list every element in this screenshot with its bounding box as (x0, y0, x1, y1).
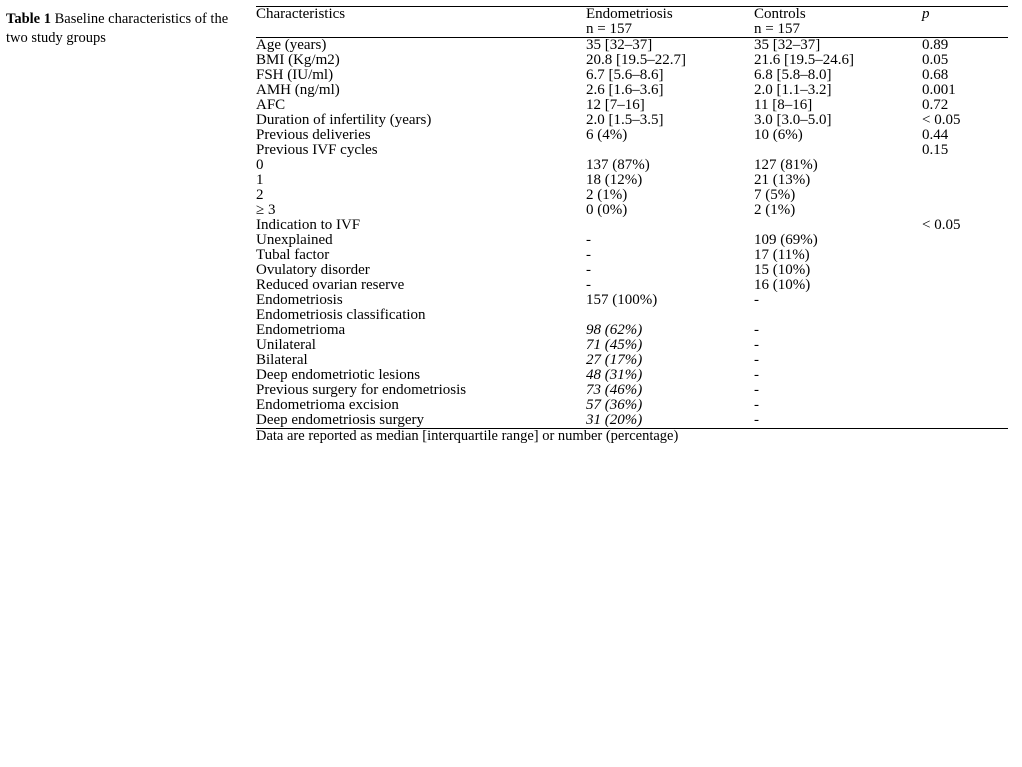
table-row (256, 203, 1008, 218)
row-value-endometriosis: - (586, 277, 591, 293)
row-value-endometriosis (586, 308, 754, 323)
row-value-p: 0.001 (922, 82, 956, 98)
row-value-controls: 35 [32–37] (754, 38, 922, 54)
row-value-p (922, 233, 1008, 248)
table (256, 6, 1008, 444)
row-value-controls: - (754, 367, 759, 383)
table-row (256, 113, 1008, 128)
table-row (256, 338, 1008, 353)
table-row (256, 188, 1008, 203)
row-label: Duration of infertility (years) (256, 112, 432, 128)
row-value-p (922, 203, 1008, 218)
row-value-controls: 16 (10%) (754, 277, 811, 293)
table-row (256, 263, 1008, 278)
row-value-controls: - (754, 322, 759, 338)
table-row (256, 383, 1008, 398)
row-value-controls: 10 (6%) (754, 127, 803, 143)
table-row (256, 218, 1008, 233)
row-value-controls: 11 [8–16] (754, 97, 813, 113)
row-value-controls: 17 (11%) (754, 247, 810, 263)
row-value-p (922, 383, 1008, 398)
table-footnote: Data are reported as median [interquartile range] or number (percentage) (256, 429, 1008, 444)
row-label: AFC (256, 97, 286, 113)
row-value-endometriosis: 2.0 [1.5–3.5] (586, 112, 664, 128)
row-value-endometriosis: - (586, 247, 591, 263)
row-value-controls: 109 (69%) (754, 232, 818, 248)
row-value-endometriosis: 137 (87%) (586, 157, 650, 173)
row-label: Deep endometriotic lesions (256, 367, 421, 383)
row-label: Previous IVF cycles (256, 142, 378, 158)
row-label: Reduced ovarian reserve (256, 277, 405, 293)
row-label: 0 (256, 157, 264, 173)
table-row (256, 143, 1008, 158)
row-value-endometriosis: 18 (12%) (586, 172, 643, 188)
row-value-p (922, 278, 1008, 293)
table-row (256, 293, 1008, 308)
header-characteristics: Characteristics (256, 7, 586, 23)
row-value-p (922, 323, 1008, 338)
row-label: Deep endometriosis surgery (256, 412, 425, 428)
row-label: Indication to IVF (256, 217, 361, 233)
row-value-p (922, 353, 1008, 368)
table-row (256, 398, 1008, 413)
row-label: ≥ 3 (256, 202, 276, 218)
row-value-controls: 3.0 [3.0–5.0] (754, 112, 832, 128)
row-value-endometriosis: 12 [7–16] (586, 97, 645, 113)
row-value-controls: 7 (5%) (754, 187, 796, 203)
row-label: Bilateral (256, 352, 308, 368)
row-value-controls: 2 (1%) (754, 202, 796, 218)
row-value-p: < 0.05 (922, 112, 961, 128)
row-value-endometriosis: 57 (36%) (586, 397, 643, 413)
row-label: Previous deliveries (256, 127, 371, 143)
table-row (256, 38, 1008, 54)
row-label: 2 (256, 187, 264, 203)
row-value-endometriosis (586, 218, 754, 233)
row-value-p: 0.15 (922, 142, 949, 158)
row-value-p: 0.05 (922, 52, 949, 68)
table-row (256, 83, 1008, 98)
row-label: AMH (ng/ml) (256, 82, 340, 98)
row-value-endometriosis: - (586, 262, 591, 278)
row-value-p: 0.72 (922, 97, 949, 113)
row-value-controls: - (754, 382, 759, 398)
row-value-p (922, 293, 1008, 308)
row-value-p (922, 173, 1008, 188)
row-value-endometriosis: 157 (100%) (586, 292, 658, 308)
row-value-controls: 6.8 [5.8–8.0] (754, 67, 832, 83)
row-value-controls (754, 143, 922, 158)
row-label: Age (years) (256, 38, 586, 54)
row-value-p (922, 308, 1008, 323)
table-row (256, 68, 1008, 83)
table-row (256, 53, 1008, 68)
row-value-p: 0.89 (922, 38, 1008, 54)
header-blank (256, 22, 586, 38)
row-value-p (922, 248, 1008, 263)
header-group-controls: Controls (754, 7, 922, 23)
row-value-controls (754, 308, 922, 323)
row-value-controls: - (754, 397, 759, 413)
row-label: Previous surgery for endometriosis (256, 382, 467, 398)
row-value-endometriosis: 31 (20%) (586, 412, 643, 428)
row-value-controls: - (754, 412, 759, 428)
table-row (256, 278, 1008, 293)
header-blank-2 (922, 22, 1008, 38)
row-value-controls: - (754, 292, 759, 308)
table-caption-text: Baseline characteristics of the two study groups (6, 11, 229, 46)
row-label: 1 (256, 172, 264, 188)
table-row (256, 413, 1008, 429)
table-caption (6, 10, 238, 48)
row-label: Unilateral (256, 337, 316, 353)
table-caption-label: Table 1 (6, 11, 51, 27)
header-p: p (922, 7, 1008, 23)
row-value-controls: - (754, 337, 759, 353)
row-value-p (922, 368, 1008, 383)
row-value-p (922, 413, 1008, 429)
row-value-endometriosis: 73 (46%) (586, 382, 643, 398)
row-value-endometriosis: 71 (45%) (586, 337, 643, 353)
row-value-p: < 0.05 (922, 217, 961, 233)
row-value-endometriosis: 6 (4%) (586, 127, 628, 143)
table-body (256, 7, 1008, 444)
header-group-controls-n: n = 157 (754, 21, 800, 37)
table-header-row (256, 7, 1008, 23)
table-row (256, 98, 1008, 113)
table-row (256, 248, 1008, 263)
row-value-endometriosis: 35 [32–37] (586, 38, 754, 54)
row-value-p (922, 338, 1008, 353)
row-label: Endometriosis classification (256, 307, 426, 323)
row-value-controls (754, 218, 922, 233)
table-row (256, 353, 1008, 368)
row-value-p (922, 188, 1008, 203)
row-value-controls: 21 (13%) (754, 172, 811, 188)
row-label: BMI (Kg/m2) (256, 52, 340, 68)
row-value-p (922, 263, 1008, 278)
row-value-endometriosis: - (586, 232, 591, 248)
row-value-p (922, 158, 1008, 173)
row-value-endometriosis: 48 (31%) (586, 367, 643, 383)
row-value-controls: - (754, 352, 759, 368)
row-value-controls: 15 (10%) (754, 262, 811, 278)
table-row (256, 128, 1008, 143)
row-value-endometriosis: 2 (1%) (586, 187, 628, 203)
row-value-endometriosis: 20.8 [19.5–22.7] (586, 52, 686, 68)
row-value-controls: 21.6 [19.5–24.6] (754, 52, 854, 68)
baseline-characteristics-table (256, 6, 1008, 444)
header-group-endometriosis-n: n = 157 (586, 21, 632, 37)
row-value-endometriosis: 98 (62%) (586, 322, 643, 338)
row-label: Unexplained (256, 232, 333, 248)
table-header-subrow (256, 22, 1008, 38)
row-label: Ovulatory disorder (256, 262, 370, 278)
table-row (256, 308, 1008, 323)
row-value-endometriosis: 27 (17%) (586, 352, 643, 368)
row-value-controls: 2.0 [1.1–3.2] (754, 82, 832, 98)
row-value-endometriosis: 6.7 [5.6–8.6] (586, 67, 664, 83)
table-row (256, 158, 1008, 173)
row-value-p: 0.68 (922, 67, 949, 83)
row-value-p: 0.44 (922, 127, 949, 143)
row-label: Endometrioma (256, 322, 346, 338)
table-row (256, 323, 1008, 338)
table-footnote-row (256, 429, 1008, 444)
row-label: Endometrioma excision (256, 397, 399, 413)
row-value-endometriosis: 2.6 [1.6–3.6] (586, 82, 664, 98)
row-label: Tubal factor (256, 247, 330, 263)
row-value-endometriosis (586, 143, 754, 158)
row-label: FSH (IU/ml) (256, 67, 334, 83)
table-row (256, 173, 1008, 188)
header-group-endometriosis: Endometriosis (586, 7, 754, 23)
row-value-controls: 127 (81%) (754, 157, 818, 173)
row-label: Endometriosis (256, 292, 343, 308)
row-value-endometriosis: 0 (0%) (586, 202, 628, 218)
table-row (256, 233, 1008, 248)
row-value-p (922, 398, 1008, 413)
table-row (256, 368, 1008, 383)
